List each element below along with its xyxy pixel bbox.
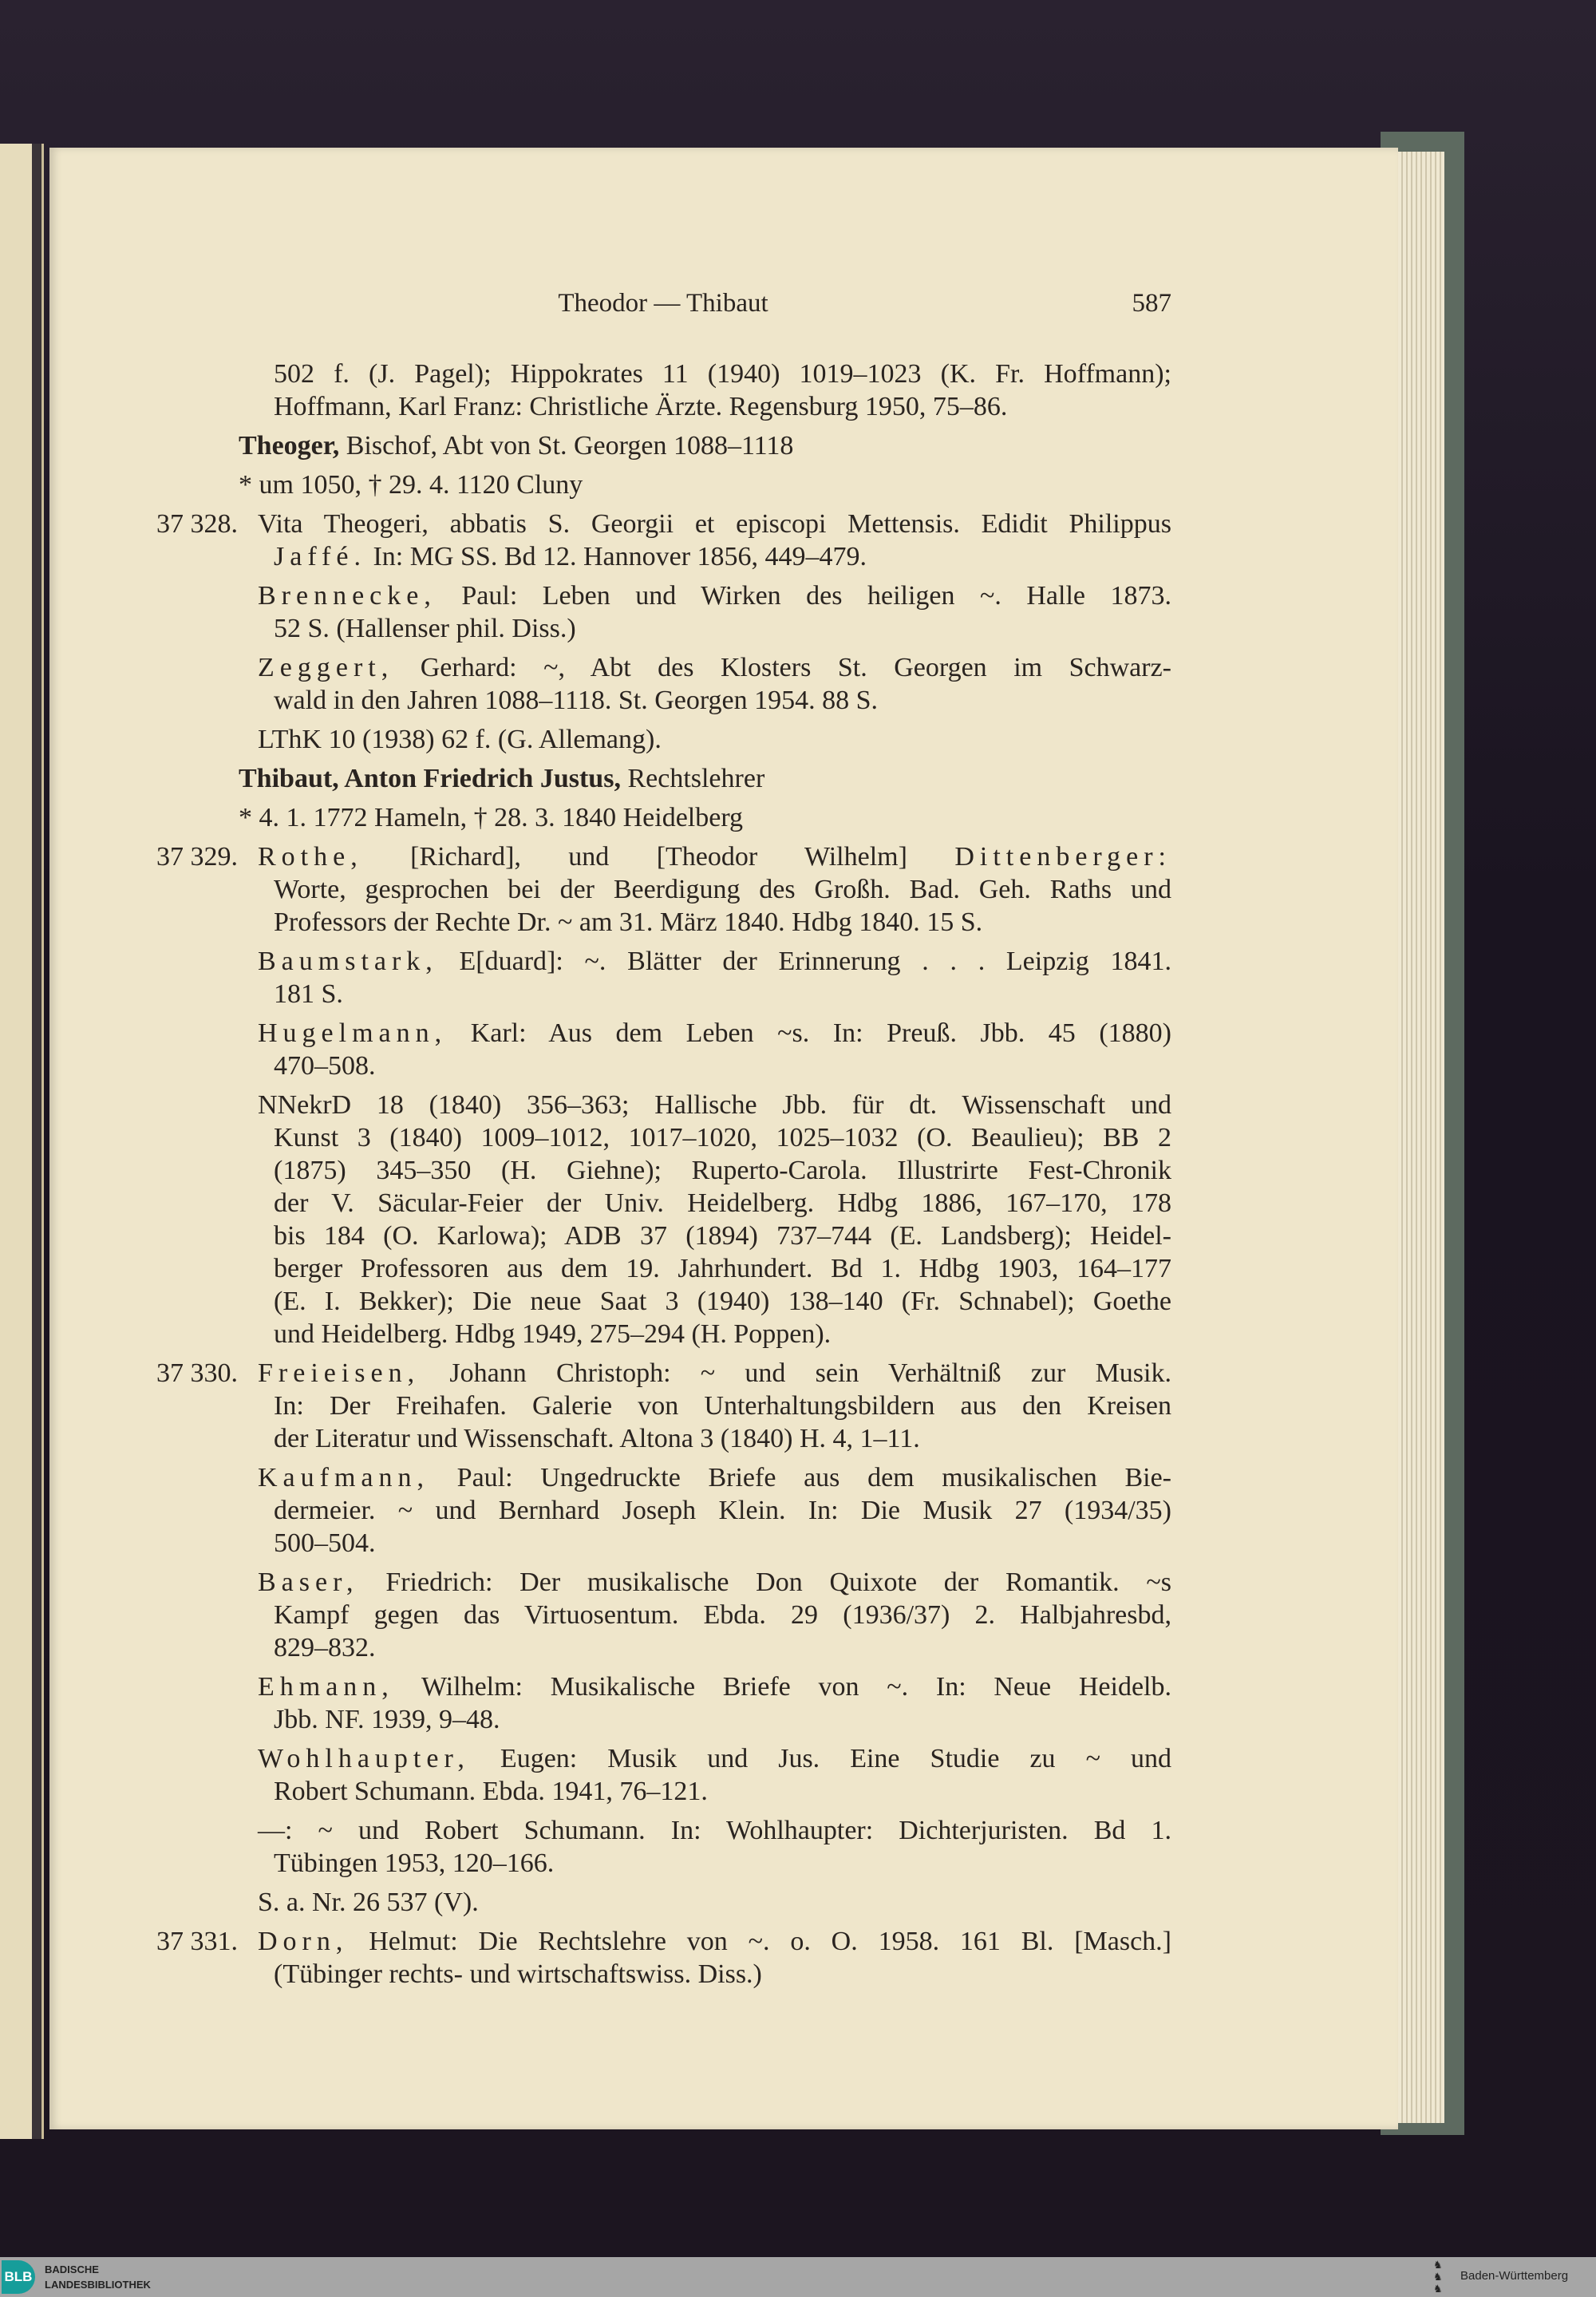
- text-line: [258, 579, 1171, 612]
- text-line: [258, 1357, 1171, 1390]
- text-line: [239, 429, 1171, 462]
- heading-name: Theoger,: [239, 431, 340, 461]
- line-text: Eugen: Musik und Jus. Eine Studie zu ~ und: [469, 1744, 1171, 1773]
- line-text: dermeier. ~ und Bernhard Joseph Klein. In: Die Musik 27 (1934/35): [274, 1496, 1171, 1525]
- line-text: (Tübinger rechts- und wirtschaftswiss. Diss.): [274, 1959, 762, 1989]
- text-line: [274, 1527, 1171, 1560]
- text-line: [274, 612, 1171, 645]
- line-text: (E. I. Bekker); Die neue Saat 3 (1940) 138–140 (Fr. Schnabel); Goethe: [274, 1287, 1171, 1316]
- line-text: 470–508.: [274, 1051, 376, 1081]
- author-name: Jaffé.: [274, 542, 366, 571]
- author-name: Hugelmann,: [258, 1018, 448, 1048]
- page-body: [0, 358, 1596, 1991]
- author-name: Zeggert,: [258, 653, 394, 682]
- line-text: und Heidelberg. Hdbg 1949, 275–294 (H. Poppen).: [274, 1319, 832, 1349]
- text-line: [274, 906, 1171, 939]
- entry-number: 37 330.: [156, 1358, 238, 1388]
- reference-paragraph: [0, 1742, 1596, 1808]
- library-name-line2: LANDESBIBLIOTHEK: [45, 2279, 151, 2291]
- text-line: [258, 1017, 1171, 1050]
- reference-paragraph: [0, 723, 1596, 756]
- blb-logo[interactable]: BLB: [2, 2260, 35, 2294]
- line-text: Gerhard: ~, Abt des Klosters St. Georgen im Schwarz-: [393, 653, 1171, 682]
- text-line: [258, 651, 1171, 684]
- heading-name: Thibaut, Anton Friedrich Justus,: [239, 764, 621, 793]
- line-text: * um 1050, † 29. 4. 1120 Cluny: [239, 470, 583, 500]
- line-text: 829–832.: [274, 1633, 376, 1662]
- person-heading: [0, 429, 1596, 462]
- reference-paragraph: [0, 1814, 1596, 1880]
- lions-coat-of-arms-icon: ♞ ♞ ♞: [1433, 2259, 1443, 2295]
- page-number: 587: [1132, 289, 1171, 318]
- line-text: Karl: Aus dem Leben ~s. In: Preuß. Jbb. 45 (1880): [447, 1018, 1171, 1048]
- line-text: Paul: Leben und Wirken des heiligen ~. Halle 1873.: [436, 581, 1171, 611]
- text-line: [274, 1631, 1171, 1664]
- line-text: 500–504.: [274, 1528, 376, 1558]
- entry-number: 37 328.: [156, 509, 238, 539]
- text-line: [258, 1814, 1171, 1847]
- line-text: (1875) 345–350 (H. Giehne); Ruperto-Carola. Illustrirte Fest-Chronik: [274, 1156, 1171, 1185]
- reference-paragraph: [0, 1566, 1596, 1664]
- line-text: Tübingen 1953, 120–166.: [274, 1848, 555, 1878]
- line-text: Kunst 3 (1840) 1009–1012, 1017–1020, 1025–1032 (O. Beaulieu); BB 2: [274, 1123, 1171, 1152]
- reference-paragraph: [0, 579, 1596, 645]
- line-text: Kampf gegen das Virtuosentum. Ebda. 29 (1936/37) 2. Halbjahresbd,: [274, 1600, 1171, 1630]
- line-text: Bischof, Abt von St. Georgen 1088–1118: [339, 431, 794, 461]
- author-name: Dorn,: [258, 1927, 349, 1956]
- life-dates: [0, 468, 1596, 501]
- text-line: [274, 1050, 1171, 1082]
- author-name: Baser,: [258, 1568, 359, 1597]
- line-text: 52 S. (Hallenser phil. Diss.): [274, 614, 576, 643]
- author-name: Baumstark,: [258, 947, 438, 976]
- library-name[interactable]: [45, 2262, 151, 2292]
- line-text: Johann Christoph: ~ und sein Verhältniß zur Musik.: [420, 1358, 1171, 1388]
- reference-paragraph: [0, 1017, 1596, 1082]
- line-text: Paul: Ungedruckte Briefe aus dem musikalischen Bie-: [429, 1463, 1171, 1492]
- line-text: NNekrD 18 (1840) 356–363; Hallische Jbb. für dt. Wissenschaft und: [258, 1090, 1171, 1120]
- line-text: berger Professoren aus dem 19. Jahrhundert. Bd 1. Hdbg 1903, 164–177: [274, 1254, 1171, 1283]
- bibliography-entry: [0, 1925, 1596, 1991]
- line-text: Rechtslehrer: [620, 764, 765, 793]
- text-line: [274, 1121, 1171, 1154]
- entry-number: 37 331.: [156, 1927, 238, 1956]
- reference-paragraph: [0, 1886, 1596, 1919]
- line-text: Friedrich: Der musikalische Don Quixote der Romantik. ~s: [358, 1568, 1171, 1597]
- reference-paragraph: [0, 1089, 1596, 1350]
- text-line: [274, 358, 1171, 390]
- author-name: Brennecke,: [258, 581, 437, 611]
- text-line: [274, 873, 1171, 906]
- line-text: [Richard], und [Theodor Wilhelm]: [362, 842, 955, 872]
- text-line: [274, 1285, 1171, 1318]
- line-text: Worte, gesprochen bei der Beerdigung des Großh. Bad. Geh. Raths und: [274, 875, 1171, 904]
- line-text: LThK 10 (1938) 62 f. (G. Allemang).: [258, 725, 662, 754]
- text-line: [274, 540, 1171, 573]
- text-line: [258, 1886, 1171, 1919]
- text-line: [274, 1958, 1171, 1991]
- line-text: bis 184 (O. Karlowa); ADB 37 (1894) 737–744 (E. Landsberg); Heidel-: [274, 1221, 1171, 1251]
- reference-paragraph: [0, 945, 1596, 1010]
- line-text: der V. Säcular-Feier der Univ. Heidelberg. Hdbg 1886, 167–170, 178: [274, 1188, 1171, 1218]
- bibliography-entry: [0, 840, 1596, 939]
- reference-paragraph: [0, 1670, 1596, 1736]
- author-name: Wohlhaupter,: [258, 1744, 470, 1773]
- state-name[interactable]: Baden-Württemberg: [1460, 2269, 1569, 2283]
- text-line: [274, 1847, 1171, 1880]
- line-text: Helmut: Die Rechtslehre von ~. o. O. 1958. 161 Bl. [Masch.]: [348, 1927, 1171, 1956]
- line-text: wald in den Jahren 1088–1118. St. Georgen 1954. 88 S.: [274, 686, 879, 715]
- text-line: [274, 1220, 1171, 1252]
- line-text: Robert Schumann. Ebda. 1941, 76–121.: [274, 1777, 708, 1806]
- line-text: * 4. 1. 1772 Hameln, † 28. 3. 1840 Heidelberg: [239, 803, 744, 832]
- reference-paragraph: [0, 358, 1596, 423]
- line-text: S. a. Nr. 26 537 (V).: [258, 1888, 479, 1917]
- text-line: [239, 801, 1171, 834]
- line-text: In: Der Freihafen. Galerie von Unterhaltungsbildern aus den Kreisen: [274, 1391, 1171, 1421]
- reference-paragraph: [0, 1461, 1596, 1560]
- running-head-title: Theodor — Thibaut: [558, 289, 768, 318]
- text-line: [239, 762, 1171, 795]
- text-line: [258, 1742, 1171, 1775]
- line-text: Vita Theogeri, abbatis S. Georgii et episcopi Mettensis. Edidit Philippus: [258, 509, 1171, 539]
- text-line: [274, 1775, 1171, 1808]
- text-line: [258, 1925, 1171, 1958]
- text-line: [274, 1703, 1171, 1736]
- line-text: In: MG SS. Bd 12. Hannover 1856, 449–479.: [365, 542, 867, 571]
- text-line: [274, 1154, 1171, 1187]
- entry-number: 37 329.: [156, 842, 238, 872]
- text-line: [258, 840, 1171, 873]
- text-line: [274, 684, 1171, 717]
- bibliography-entry: [0, 508, 1596, 573]
- author-name: Ehmann,: [258, 1672, 394, 1702]
- text-line: [274, 1599, 1171, 1631]
- text-line: [274, 1318, 1171, 1350]
- author-name: Freieisen,: [258, 1358, 421, 1388]
- text-line: [274, 1494, 1171, 1527]
- line-text: 181 S.: [274, 979, 343, 1009]
- line-text: Wilhelm: Musikalische Briefe von ~. In: Neue Heidelb.: [393, 1672, 1171, 1702]
- author-name: Kaufmann,: [258, 1463, 430, 1492]
- text-line: [258, 1461, 1171, 1494]
- footer-bar: [0, 2257, 1596, 2297]
- bibliography-entry: [0, 1357, 1596, 1455]
- life-dates: [0, 801, 1596, 834]
- text-line: [258, 1670, 1171, 1703]
- line-text: Jbb. NF. 1939, 9–48.: [274, 1705, 500, 1734]
- text-line: [274, 1390, 1171, 1422]
- line-text: E[duard]: ~. Blätter der Erinnerung . . . Leipzig 1841.: [437, 947, 1171, 976]
- text-line: [258, 723, 1171, 756]
- person-heading: [0, 762, 1596, 795]
- author-name: Rothe,: [258, 842, 363, 872]
- line-text: der Literatur und Wissenschaft. Altona 3 (1840) H. 4, 1–11.: [274, 1424, 920, 1453]
- line-text: 502 f. (J. Pagel); Hippokrates 11 (1940) 1019–1023 (K. Fr. Hoffmann);: [274, 359, 1171, 389]
- reference-paragraph: [0, 651, 1596, 717]
- text-line: [274, 1422, 1171, 1455]
- text-line: [258, 1566, 1171, 1599]
- text-line: [258, 1089, 1171, 1121]
- text-line: [274, 390, 1171, 423]
- line-text: Professors der Rechte Dr. ~ am 31. März 1840. Hdbg 1840. 15 S.: [274, 907, 983, 937]
- text-line: [274, 1252, 1171, 1285]
- text-line: [274, 978, 1171, 1010]
- line-text: Hoffmann, Karl Franz: Christliche Ärzte. Regensburg 1950, 75–86.: [274, 392, 1008, 421]
- author-name: Dittenberger:: [954, 842, 1171, 872]
- library-name-line1: BADISCHE: [45, 2263, 99, 2275]
- text-line: [258, 945, 1171, 978]
- line-text: —: ~ und Robert Schumann. In: Wohlhaupter: Dichterjuristen. Bd 1.: [258, 1816, 1171, 1845]
- text-line: [258, 508, 1171, 540]
- text-line: [274, 1187, 1171, 1220]
- text-line: [239, 468, 1171, 501]
